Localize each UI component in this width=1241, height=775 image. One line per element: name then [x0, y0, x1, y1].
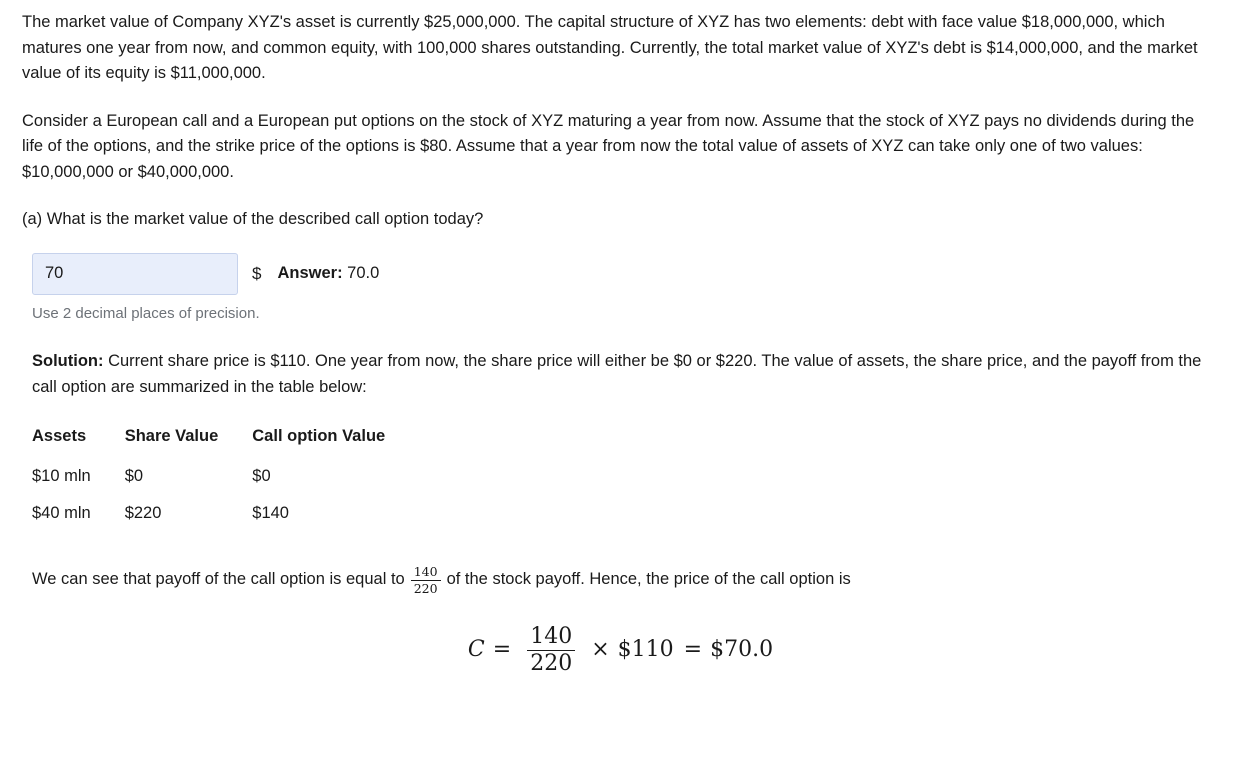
table-header-call-option-value: Call option Value	[252, 427, 386, 446]
equation-fraction-denominator: 220	[530, 650, 573, 676]
answer-label-prefix: Answer:	[277, 264, 343, 283]
conclusion-text-after: of the stock payoff. Hence, the price of the call option is	[446, 570, 851, 589]
answer-row	[32, 253, 1219, 295]
equation-result-equals: =	[683, 637, 703, 663]
equation-times-sign: ×	[591, 637, 610, 663]
table-cell-share-value: $0	[124, 466, 144, 485]
equation-result: $70.0	[710, 637, 774, 663]
table-row	[32, 501, 419, 539]
table-header-row	[32, 424, 419, 464]
problem-paragraph-1: The market value of Company XYZ's asset is currently $25,000,000. The capital structure of XYZ has two elements: debt with face value $18,000,000, which matures one year from now, and common equity, with 100,000 shares outstanding. Currently, the total market value of XYZ's debt is $14,000,000, and the market value of its equity is $11,000,000.	[22, 13, 1198, 83]
inline-fraction-numerator: 140	[411, 565, 441, 581]
table-cell-assets: $40 mln	[32, 504, 91, 523]
spacer	[22, 185, 1219, 207]
question-part-a: (a) What is the market value of the described call option today?	[22, 210, 484, 229]
table-cell-call-option-value: $0	[252, 466, 271, 485]
inline-fraction	[411, 565, 441, 595]
solution-paragraph	[32, 349, 1219, 400]
solution-text: Current share price is $110. One year from now, the share price will either be $0 or $220. The value of assets, the share price, and the payoff from the call option are summarized in the table below:	[32, 352, 1202, 396]
equation-fraction	[527, 625, 575, 676]
equation-equals: =	[492, 637, 512, 663]
table-cell-assets: $10 mln	[32, 466, 91, 485]
spacer	[22, 87, 1219, 109]
answer-label	[277, 261, 379, 287]
table-row	[32, 464, 419, 502]
conclusion-sentence	[32, 565, 1219, 595]
conclusion-text-before: We can see that payoff of the call option is equal to	[32, 570, 405, 589]
equation-multiplier: $110	[617, 637, 674, 663]
table-cell-share-value: $220	[124, 504, 162, 523]
table-cell-call-option-value: $140	[252, 504, 289, 523]
table-header-share-value: Share Value	[124, 427, 219, 446]
equation-variable: C	[467, 637, 485, 663]
call-price-equation	[22, 625, 1219, 676]
equation-inner	[468, 625, 773, 676]
precision-note: Use 2 decimal places of precision.	[32, 304, 260, 322]
currency-symbol: $	[252, 263, 262, 283]
table-header-assets: Assets	[32, 427, 87, 446]
answer-label-value: 70.0	[347, 264, 380, 283]
problem-paragraph-2: Consider a European call and a European put options on the stock of XYZ maturing a year from now. Assume that the stock of XYZ pays no dividends during the life of the options, and the strike price of the options is $80. Assume that a year from now the total value of assets of XYZ can take only one of two values: $10,000,000 or $40,000,000.	[22, 111, 1195, 181]
solution-label: Solution:	[32, 352, 104, 371]
equation-fraction-numerator: 140	[527, 625, 575, 651]
inline-fraction-denominator: 220	[413, 580, 438, 596]
payoff-table	[32, 424, 419, 539]
answer-input[interactable]	[32, 253, 238, 295]
